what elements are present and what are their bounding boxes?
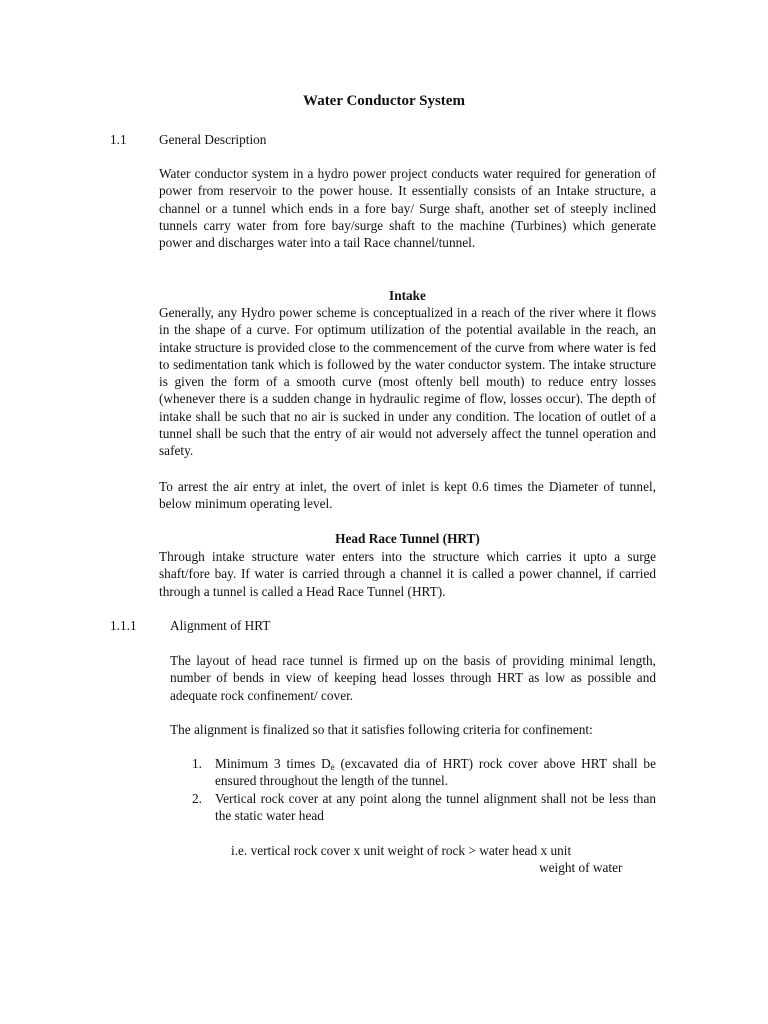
hrt-paragraph: Through intake structure water enters into the structure which carries it upto a surge shaft/fore bay. If water is carried through a channel it is called a power channel, if carried through a tunnel is called a Head Race Tunnel (HRT).: [159, 549, 656, 599]
criteria-list: [192, 755, 656, 824]
alignment-paragraph: The layout of head race tunnel is firmed up on the basis of providing minimal length, number of bends in view of keeping head losses through HRT as low as possible and adequate rock confinement/ cover.: [170, 653, 656, 703]
criteria-text: Vertical rock cover at any point along the tunnel alignment shall not be less than the static water head: [215, 790, 656, 823]
subsection-heading: Alignment of HRT: [170, 618, 271, 633]
criteria-intro-paragraph: The alignment is finalized so that it satisfies following criteria for confinement:: [170, 722, 593, 737]
list-marker: 1.: [192, 756, 202, 771]
subsection-number: 1.1.1: [110, 618, 137, 633]
list-item: [192, 790, 656, 825]
equation-line: i.e. vertical rock cover x unit weight of rock > water head x unit: [231, 843, 572, 858]
list-item: [192, 755, 656, 790]
hrt-heading: Head Race Tunnel (HRT): [335, 531, 480, 546]
section-heading: General Description: [159, 132, 267, 147]
page-title: Water Conductor System: [303, 93, 465, 109]
equation-line-continued: weight of water: [539, 860, 623, 875]
intake-air-entry-paragraph: To arrest the air entry at inlet, the overt of inlet is kept 0.6 times the Diameter of tunnel, below minimum operating level.: [159, 479, 656, 512]
intake-paragraph: Generally, any Hydro power scheme is conceptualized in a reach of the river where it flows in the shape of a curve. For optimum utilization of the potential available in the reach, an intake structure is provided close to the commencement of the curve from where water is fed to sedimentation tank which is followed by the water conductor system. The intake structure is given the form of a smooth curve (most oftenly bell mouth) to reduce entry losses (whenever there is a sudden change in hydraulic regime of flow, losses occur). The depth of intake shall be such that no air is sucked in under any condition. The location of outlet of a tunnel shall be such that the entry of air would not adversely affect the tunnel operation and safety.: [159, 305, 656, 459]
intake-heading: Intake: [389, 288, 426, 303]
section-number: 1.1: [110, 132, 127, 147]
subscript-e: e: [330, 762, 335, 772]
criteria-text: Minimum 3 times D: [215, 756, 331, 771]
criteria-text-continued: (excavated dia of HRT) rock cover above HRT shall be ensured throughout the length of the tunnel.: [215, 756, 656, 789]
general-description-paragraph: Water conductor system in a hydro power project conducts water required for generation of power from reservoir to the power house. It essentially consists of an Intake structure, a channel or a tunnel which ends in a fore bay/ Surge shaft, another set of steeply inclined tunnels carry water from fore bay/surge shaft to the machine (Turbines) which generate power and discharges water into a tail Race channel/tunnel.: [159, 166, 656, 251]
list-marker: 2.: [192, 790, 202, 806]
